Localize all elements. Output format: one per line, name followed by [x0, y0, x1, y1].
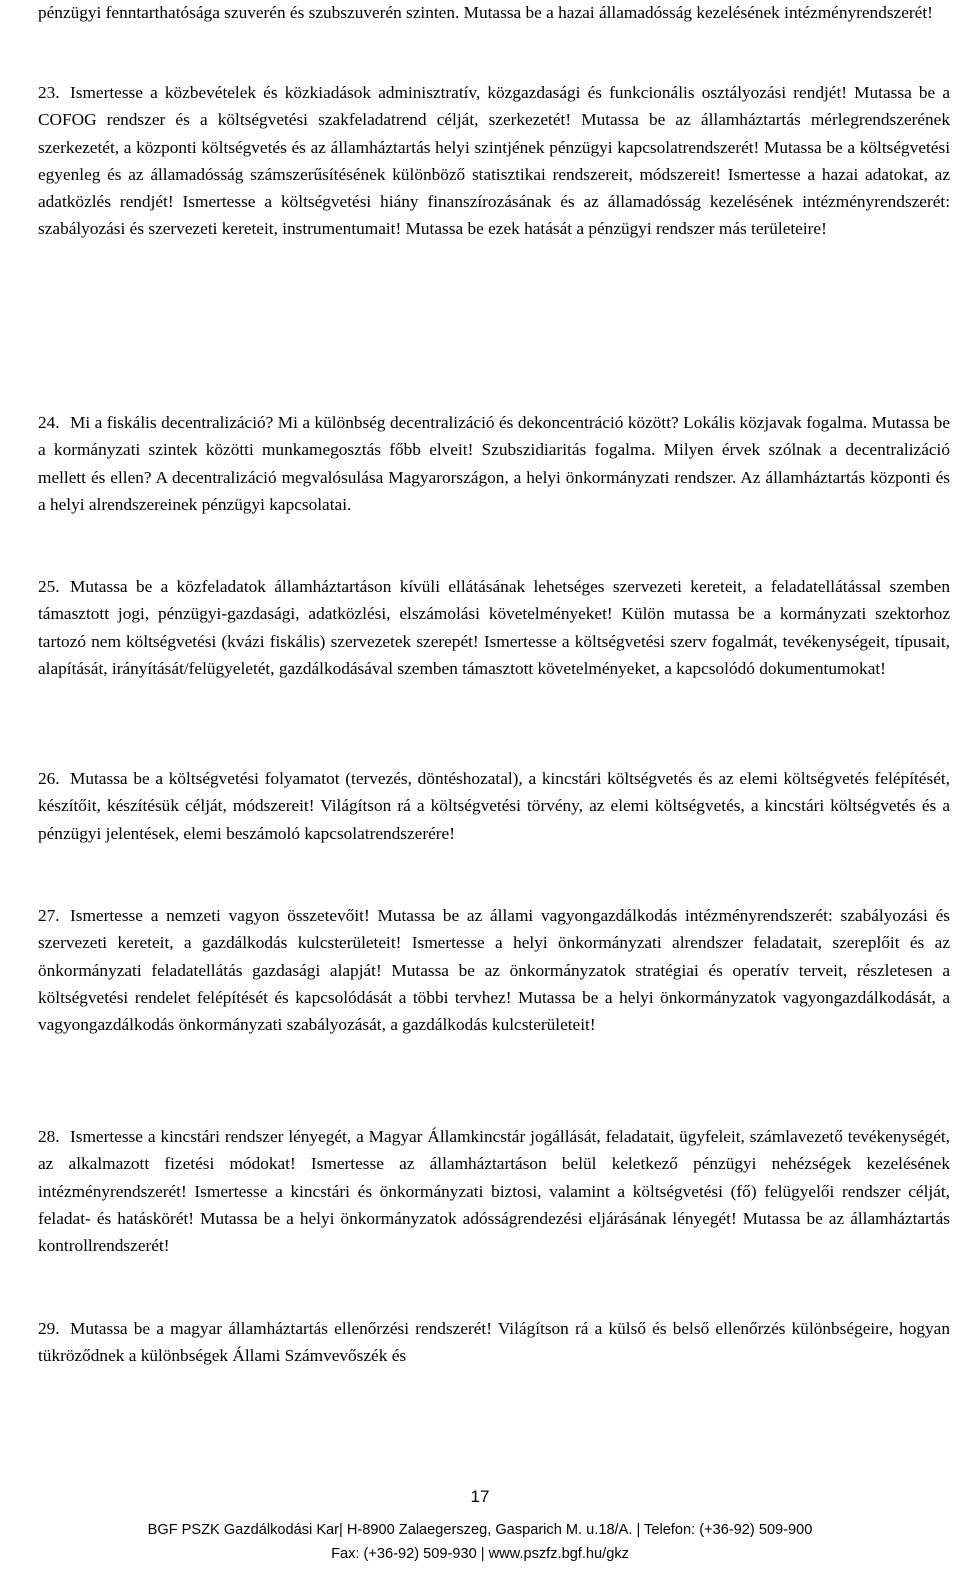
item-text	[38, 573, 950, 682]
item-number: 24.	[38, 413, 60, 432]
item-number: 26.	[38, 769, 60, 788]
item-body: Mutassa be a közfeladatok államháztartáson kívüli ellátásának lehetséges szervezeti kereteit, a feladatellátással szemben támasztott jogi, pénzügyi-gazdasági, adatközlési, elszámolási követelményeket! Külön mutassa be a kormányzati szektorhoz tartozó nem költségvetési (kvázi fiskális) szervezetek szerepét! Ismertesse a költségvetési szerv fogalmát, tevékenységeit, típusait, alapítását, irányítását/felügyeletét, gazdálkodásával szemben támasztott követelményeket, a kapcsolódó dokumentumokat!	[38, 577, 950, 678]
item-number: 29.	[38, 1319, 60, 1338]
item-body: Ismertesse a kincstári rendszer lényegét, a Magyar Államkincstár jogállását, feladatait, ügyfeleit, számlavezető tevékenységét, az alkalmazott fizetési módokat! Ismertesse az államháztartáson belül keletkező pénzügyi nehézségek kezelésének intézményrendszerét! Ismertesse a kincstári és önkormányzati biztosi, valamint a költségvetési (fő) felügyelői rendszer célját, feladat- és hatáskörét! Mutassa be a helyi önkormányzatok adósságrendezési eljárásának lényegét! Mutassa be az államháztartás kontrollrendszerét!	[38, 1127, 950, 1256]
list-item	[38, 902, 950, 1038]
item-text	[38, 79, 950, 243]
item-number: 25.	[38, 577, 60, 596]
footer-address-line: BGF PSZK Gazdálkodási Kar| H-8900 Zalaegerszeg, Gasparich M. u.18/A. | Telefon: (+36-92) 509-900	[147, 1522, 813, 1538]
list-item	[38, 573, 950, 682]
item-number: 23.	[38, 83, 60, 102]
item-body: Ismertesse a közbevételek és közkiadások adminisztratív, közgazdasági és funkcionális osztályozási rendjét! Mutassa be a COFOG rendszer és a költségvetési szakfeladatrend célját, szerkezetét! Mutassa be az államháztartás mérlegrendszerének szerkezetét, a központi költségvetés és az államháztartás helyi szintjének pénzügyi kapcsolatrendszerét! Mutassa be a költségvetési egyenleg és az államadósság számszerűsítésének különböző statisztikai rendszereit, módszereit! Ismertesse a hazai adatokat, az adatközlés rendjét! Ismertesse a költségvetési hiány finanszírozásának és az államadósság kezelésének intézményrendszerét: szabályozási és szervezeti kereteit, instrumentumait! Mutassa be ezek hatását a pénzügyi rendszer más területeire!	[38, 83, 950, 239]
continuation-paragraph: pénzügyi fenntarthatósága szuverén és szubszuverén szinten. Mutassa be a hazai államadósság kezelésének intézményrendszerét!	[38, 3, 933, 22]
item-body: Ismertesse a nemzeti vagyon összetevőit! Mutassa be az állami vagyongazdálkodás intézményrendszerét: szabályozási és szervezeti kereteit, a gazdálkodás kulcsterületeit! Ismertesse a helyi önkormányzati alrendszer feladatait, szereplőit és az önkormányzati feladatellátás gazdasági alapját! Mutassa be az önkormányzatok stratégiai és operatív terveit, részletesen a költségvetési rendelet felépítését és kapcsolódását a többi tervhez! Mutassa be a helyi önkormányzatok vagyongazdálkodását, a vagyongazdálkodás önkormányzati szabályozását, a gazdálkodás kulcsterületeit!	[38, 906, 950, 1035]
item-body: Mi a fiskális decentralizáció? Mi a különbség decentralizáció és dekoncentráció között? Lokális közjavak fogalma. Mutassa be a kormányzati szintek közötti munkamegosztás főbb elveit! Szubszidiaritás fogalma. Milyen érvek szólnak a decentralizáció mellett és ellen? A decentralizáció megvalósulása Magyarországon, a helyi önkormányzati rendszer. Az államháztartás központi és a helyi alrendszereinek pénzügyi kapcsolatai.	[38, 413, 950, 514]
item-body: Mutassa be a magyar államháztartás ellenőrzési rendszerét! Világítson rá a külső és belső ellenőrzés különbségeire, hogyan tükröződnek a különbségek Állami Számvevőszék és	[38, 1319, 950, 1366]
item-text	[38, 902, 950, 1038]
item-text	[38, 1123, 950, 1259]
item-text	[38, 1315, 950, 1370]
list-item	[38, 1123, 950, 1259]
footer-contact-line: Fax: (+36-92) 509-930 | www.pszfz.bgf.hu/gkz	[331, 1546, 629, 1562]
item-text	[38, 765, 950, 847]
list-item	[38, 765, 950, 847]
list-item	[38, 409, 950, 518]
item-number: 28.	[38, 1127, 60, 1146]
item-number: 27.	[38, 906, 60, 925]
item-text	[38, 409, 950, 518]
list-item	[38, 1315, 950, 1370]
item-body: Mutassa be a költségvetési folyamatot (tervezés, döntéshozatal), a kincstári költségvetés és az elemi költségvetés felépítését, készítőit, készítésük célját, módszereit! Világítson rá a költségvetési törvény, az elemi költségvetés, a kincstári költségvetés és a pénzügyi jelentések, elemi beszámoló kapcsolatrendszerére!	[38, 769, 950, 843]
list-item	[38, 79, 950, 243]
page-number: 17	[470, 1487, 490, 1506]
